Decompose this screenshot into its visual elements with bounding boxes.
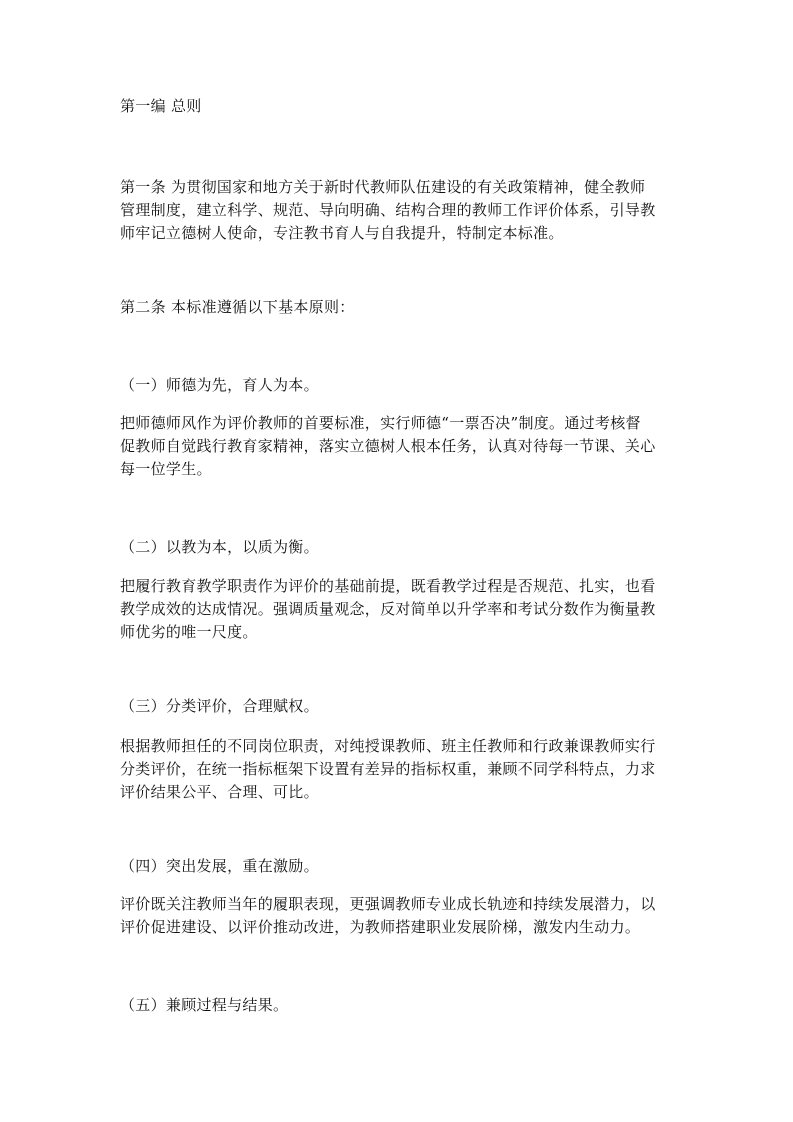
part-title: 第一编 总则 <box>120 97 202 115</box>
principle-body-line: 教学成效的达成情况。强调质量观念，反对简单以升学率和考试分数作为衡量教 <box>120 600 656 618</box>
article-1-line: 管理制度，建立科学、规范、导向明确、结构合理的教师工作评价体系，引导教 <box>120 201 656 219</box>
principle-title: （四）突出发展，重在激励。 <box>120 857 319 875</box>
article-2-heading: 第二条 本标准遵循以下基本原则： <box>120 298 355 316</box>
principle-body-line: 评价结果公平、合理、可比。 <box>120 783 319 801</box>
principle-title: （三）分类评价，合理赋权。 <box>120 697 319 715</box>
principle-body-line: 评价促进建设、以评价推动改进，为教师搭建职业发展阶梯，激发内生动力。 <box>120 918 641 936</box>
principle-body-line: 每一位学生。 <box>120 460 212 478</box>
principle-title: （一）师德为先，育人为本。 <box>120 376 319 394</box>
principle-body-line: 师优劣的唯一尺度。 <box>120 623 258 641</box>
principle-body-line: 把履行教育教学职责作为评价的基础前提，既看教学过程是否规范、扎实，也看 <box>120 577 656 595</box>
principle-body-line: 促教师自觉践行教育家精神，落实立德树人根本任务，认真对待每一节课、关心 <box>120 437 656 455</box>
principle-body-line: 评价既关注教师当年的履职表现，更强调教师专业成长轨迹和持续发展潜力，以 <box>120 895 656 913</box>
article-1-line: 第一条 为贯彻国家和地方关于新时代教师队伍建设的有关政策精神，健全教师 <box>120 178 646 196</box>
principle-body-line: 根据教师担任的不同岗位职责，对纯授课教师、班主任教师和行政兼课教师实行 <box>120 737 656 755</box>
principle-title: （二）以教为本，以质为衡。 <box>120 538 319 556</box>
principle-title: （五）兼顾过程与结果。 <box>120 996 289 1014</box>
principle-body-line: 分类评价，在统一指标框架下设置有差异的指标权重，兼顾不同学科特点，力求 <box>120 760 656 778</box>
principle-body-line: 把师德师风作为评价教师的首要标准，实行师德“一票否决”制度。通过考核督 <box>120 414 641 432</box>
article-1-line: 师牢记立德树人使命，专注教书育人与自我提升，特制定本标准。 <box>120 224 564 242</box>
